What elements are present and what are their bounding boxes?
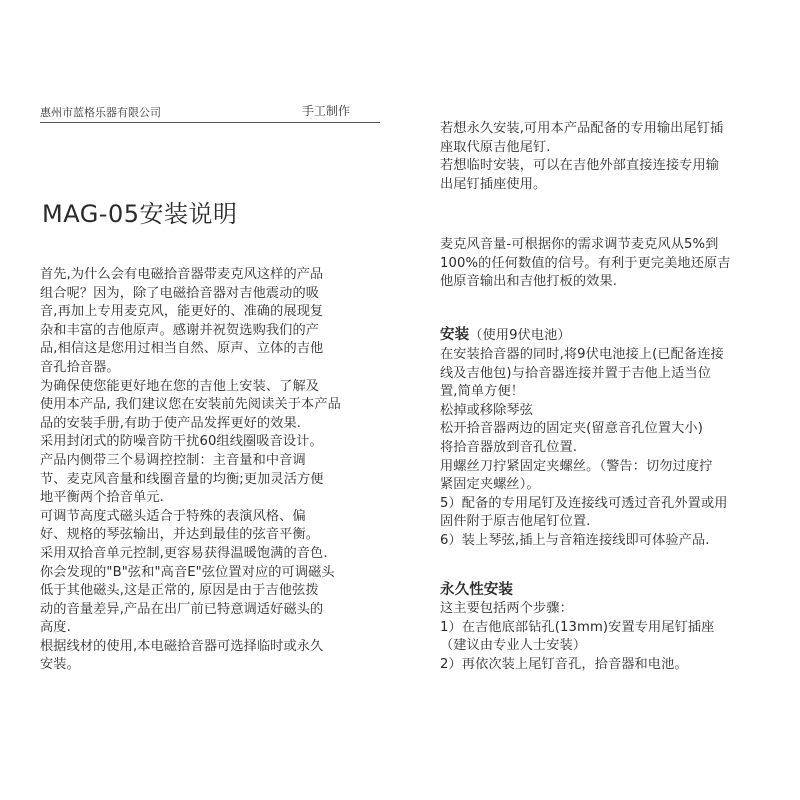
intro-section xyxy=(40,266,370,675)
company-name: 惠州市蓝格乐器有限公司 xyxy=(40,106,161,119)
text-line: 松掉或移除琴弦 xyxy=(440,402,534,418)
text-line: 首先,为什么会有电磁拾音器带麦克风这样的产品 xyxy=(40,267,324,282)
text-line: 地平衡两个拾音单元. xyxy=(40,490,164,506)
text-line: 6）装上琴弦,插上与音箱连接线即可体验产品. xyxy=(440,532,710,548)
text-line: 杂和丰富的吉他原声。感谢并祝贺选购我们的产 xyxy=(40,322,320,338)
text-line: 根据线材的使用,本电磁拾音器可选择临时或永久 xyxy=(40,638,324,654)
left-page-header xyxy=(40,100,380,123)
text-line: 将拾音器放到音孔位置. xyxy=(440,439,578,455)
text-line: 好、规格的琴弦输出，并达到最佳的弦音平衡。 xyxy=(40,527,320,543)
text-line: 音,再加上专用麦克风，能更好的、准确的展现复 xyxy=(40,304,324,320)
document-title: MAG-05安装说明 xyxy=(42,200,238,228)
text-line: 品的安装手册,有助于使产品发挥更好的效果. xyxy=(40,415,302,431)
install-heading xyxy=(440,325,770,346)
text-line: 松开拾音器两边的固定夹(留意音孔位置大小) xyxy=(440,421,703,437)
text-line: 这主要包括两个步骤： xyxy=(440,601,573,616)
text-line: 出尾钉插座使用。 xyxy=(440,176,547,192)
text-line: 座取代原吉他尾钉. xyxy=(440,139,551,155)
text-line: 采用双拾音单元控制,更容易获得温暖饱满的音色. xyxy=(40,545,328,561)
text-line: 1）在吉他底部钻孔(13mm)安置专用尾钉插座 xyxy=(440,619,715,635)
text-line: 低于其他磁头,这是正常的, 原因是由于吉他弦拨 xyxy=(40,583,319,599)
mic-volume-section xyxy=(440,236,770,292)
text-line: 若想临时安装，可以在吉他外部直接连接专用输 xyxy=(440,158,720,174)
text-line: 线及吉他包)与拾音器连接并置于吉他上适当位 xyxy=(440,365,711,381)
text-line: 采用封闭式的防噪音防干扰60组线圈吸音设计。 xyxy=(40,434,323,450)
text-line: 节、麦克风音量和线圈音量的均衡;更加灵活方便 xyxy=(40,471,324,487)
text-line: 紧固定夹螺丝）。 xyxy=(440,477,540,493)
text-line: 你会发现的"B"弦和"高音E"弦位置对应的可调磁头 xyxy=(40,564,335,580)
install-section xyxy=(440,325,770,551)
text-line: 高度. xyxy=(40,620,71,636)
text-line: 音孔拾音器。 xyxy=(40,359,120,375)
text-line: 可调节高度式磁头适合于特殊的表演风格、偏 xyxy=(40,508,306,524)
text-line: （建议由专业人士安装） xyxy=(440,638,587,654)
text-line: 组合呢？因为，除了电磁拾音器对吉他震动的吸 xyxy=(40,285,320,301)
permanent-install-section xyxy=(440,580,770,674)
tailpin-section xyxy=(440,120,770,194)
install-heading-note: （使用9伏电池） xyxy=(469,328,571,343)
text-line: 5）配备的专用尾钉及连接线可透过音孔外置或用 xyxy=(440,495,728,511)
text-line: 麦克风音量-可根据你的需求调节麦克风从5%到 xyxy=(440,237,719,252)
text-line: 产品内侧带三个易调控控制：主音量和中音调 xyxy=(40,452,306,468)
text-line: 100%的任何数值的信号。有利于更完美地还原吉 xyxy=(440,255,731,271)
text-line: 为确保使您能更好地在您的吉他上安装、了解及 xyxy=(40,378,320,394)
handmade-label: 手工制作 xyxy=(301,104,350,118)
text-line: 品,相信这是您用过相当自然、原声、立体的吉他 xyxy=(40,341,324,357)
text-line: 置,简单方便！ xyxy=(440,384,525,400)
text-line: 使用本产品, 我们建议您在安装前先阅读关于本产品 xyxy=(40,397,341,413)
text-line: 用螺丝刀拧紧固定夹螺丝。（警告：切勿过度拧 xyxy=(440,458,713,474)
permanent-heading: 永久性安装 xyxy=(440,582,513,598)
text-line: 固件附于原吉他尾钉位置. xyxy=(440,514,591,530)
text-line: 若想永久安装,可用本产品配备的专用输出尾钉插 xyxy=(440,121,724,136)
install-heading-text: 安装 xyxy=(440,327,470,343)
text-line: 在安装拾音器的同时,将9伏电池接上(已配备连接 xyxy=(440,347,724,362)
text-line: 2）再依次装上尾钉音孔，拾音器和电池。 xyxy=(440,656,688,672)
text-line: 安装。 xyxy=(40,657,80,673)
text-line: 他原音输出和吉他打板的效果. xyxy=(440,274,618,290)
text-line: 动的音量差异,产品在出厂前已特意调适好磁头的 xyxy=(40,601,324,617)
